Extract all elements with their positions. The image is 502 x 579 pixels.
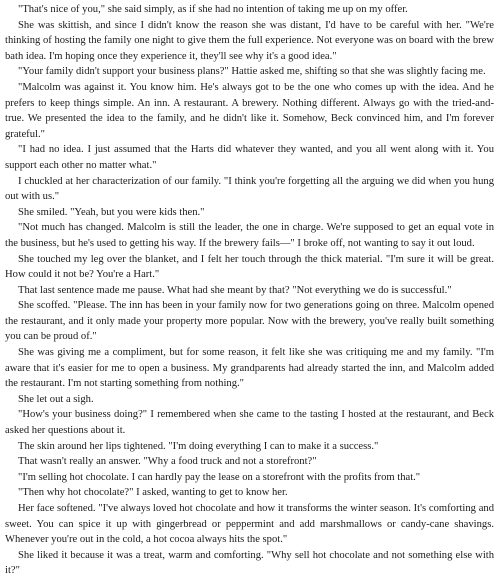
paragraph-3: "Your family didn't support your business plans?" Hattie asked me, shifting so that she was slightly facing me. <box>18 66 486 78</box>
paragraph-20: She liked it because it was a treat, warm and comforting. "Why sell hot chocolate and not something else with it?" <box>5 549 494 577</box>
paragraph-19: Her face softened. "I've always loved hot chocolate and how it transforms the winter season. It's comforting and sweet. You can spice it up with gingerbread or peppermint and add marshmallows or candy-cane shavings. Whenever you're out in the cold, a hot cocoa always hits the spot." <box>5 503 494 546</box>
paragraph-17: "I'm selling hot chocolate. I can hardly pay the lease on a storefront with the profits from that." <box>18 471 421 483</box>
paragraph-1: "That's nice of you," she said simply, as if she had no intention of taking me up on my offer. <box>18 4 408 15</box>
paragraph-16: That wasn't really an answer. "Why a food truck and not a storefront?" <box>18 456 317 468</box>
paragraph-8: "Not much has changed. Malcolm is still the leader, the one in charge. We're supposed to get an equal vote in the business, but he's used to getting his way. If the brewery fails—" I broke off, not wanting to say it out loud. <box>5 222 494 249</box>
paragraph-15: The skin around her lips tightened. "I'm doing everything I can to make it a success." <box>18 440 379 452</box>
paragraph-7: She smiled. "Yeah, but you were kids then." <box>18 206 205 218</box>
paragraph-12: She was giving me a compliment, but for some reason, it felt like she was critiquing me and my family. "I'm aware that it's easier for me to open a business. My grandparents had already started the inn, and Malcolm added the restaurant. I'm not starting something from nothing." <box>5 347 494 390</box>
paragraph-18: "Then why hot chocolate?" I asked, wanting to get to know her. <box>18 487 288 499</box>
paragraph-9: She touched my leg over the blanket, and I felt her touch through the thick material. "I'm sure it will be great. How could it not be? You're a Hart." <box>5 253 494 281</box>
paragraph-2: She was skittish, and since I didn't know the reason she was distant, I'd have to be careful with her. "We're thinking of hosting the family one night to give them the full experience. Not everyone was on board with the brew bath idea. I'm hoping once they experience it, they'll see why it's a good idea." <box>5 19 494 62</box>
paragraph-10: That last sentence made me pause. What had she meant by that? "Not everything we do is successful." <box>18 284 452 296</box>
paragraph-5: "I had no idea. I just assumed that the Harts did whatever they wanted, and you all went along with it. You support each other no matter what." <box>5 144 494 171</box>
paragraph-6: I chuckled at her characterization of our family. "I think you're forgetting all the arguing we did when you hung out with us." <box>5 175 494 203</box>
paragraph-11: She scoffed. "Please. The inn has been in your family now for two generations going on three. Malcolm opened the restaurant, and it only made your property more popular. Now with the brewery, you've really built something you can be proud of." <box>5 300 494 343</box>
paragraph-4: "Malcolm was against it. You know him. He's always got to be the one who comes up with the idea. And he prefers to keep things simple. An inn. A restaurant. A brewery. Nothing different. Always go with the tried-and-true. We presented the idea to the family, and he didn't like it. Somehow, Beck convinced him, and I'm forever grateful." <box>5 81 494 140</box>
paragraph-13: She let out a sigh. <box>18 393 94 405</box>
paragraph-14: "How's your business doing?" I remembered when she came to the tasting I hosted at the restaurant, and Beck asked her questions about it. <box>5 409 494 437</box>
